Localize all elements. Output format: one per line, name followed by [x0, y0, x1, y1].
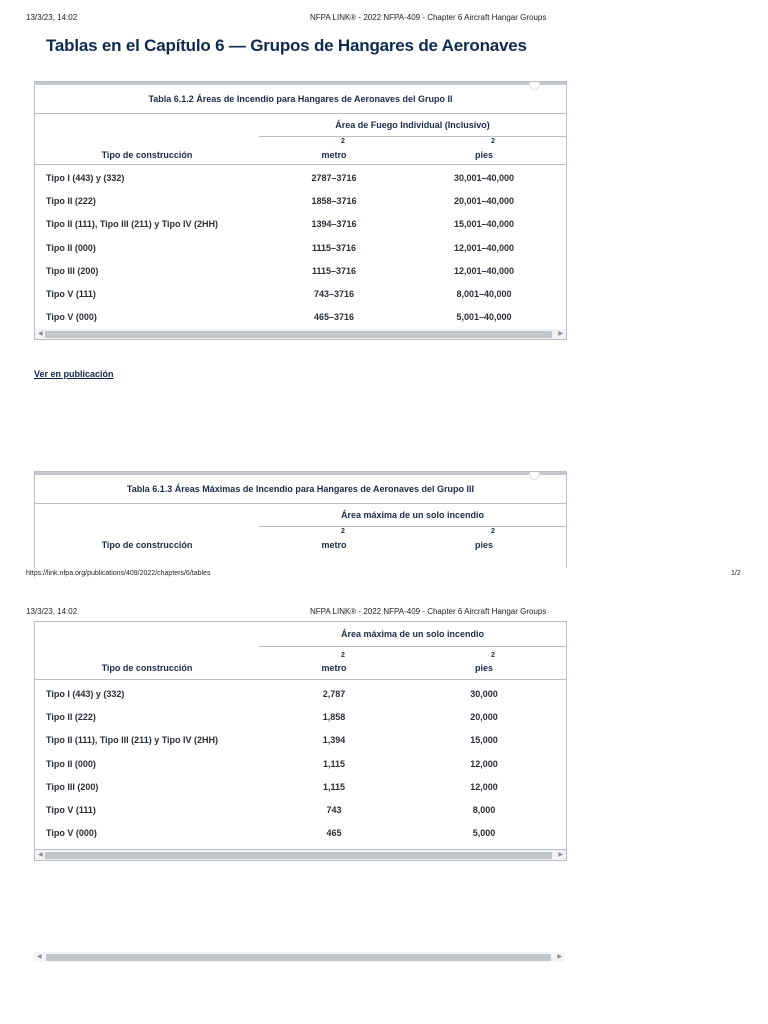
table-row	[35, 753, 566, 776]
cell-metro: 1115–3716	[311, 242, 357, 253]
cell-pies: 12,001–40,000	[453, 265, 515, 276]
cell-type: Tipo II (111), Tipo III (211) y Tipo IV (2HH)	[46, 219, 219, 230]
cell-type: Tipo V (111)	[46, 288, 96, 299]
scroll-thumb[interactable]	[45, 852, 552, 859]
metro-superscript: 2	[341, 528, 345, 535]
column-header-metro: metro	[321, 540, 347, 550]
scroll-right-icon[interactable]: ▶	[558, 331, 563, 338]
horizontal-scrollbar-bottom[interactable]	[34, 952, 565, 962]
column-header-type: Tipo de construcción	[101, 663, 193, 673]
horizontal-scrollbar[interactable]	[35, 850, 566, 860]
cell-metro: 2,787	[322, 689, 346, 699]
view-in-publication-link[interactable]: Ver en publicación	[34, 369, 114, 379]
cell-pies: 15,000	[470, 735, 498, 746]
table-6-1-3-continued	[34, 621, 567, 861]
print-date: 13/3/23, 14:02	[26, 607, 78, 616]
column-header-type: Tipo de construcción	[101, 150, 193, 160]
table-row	[35, 306, 566, 329]
print-header-page-2	[0, 607, 768, 621]
table-row	[35, 237, 566, 260]
table-top-bar	[35, 82, 566, 85]
cell-metro: 1115–3716	[311, 265, 357, 276]
table-row	[35, 706, 566, 729]
cell-type: Tipo III (200)	[46, 265, 99, 276]
horizontal-scrollbar[interactable]	[35, 329, 566, 339]
table-row	[35, 776, 566, 799]
cell-metro: 1394–3716	[311, 219, 357, 230]
cell-pies: 8,000	[472, 804, 496, 815]
print-header	[0, 13, 768, 27]
table-row	[35, 729, 566, 752]
print-footer	[0, 570, 768, 582]
column-header-pies: pies	[474, 150, 493, 160]
cell-metro: 1,115	[322, 758, 346, 769]
print-title: NFPA LINK® - 2022 NFPA-409 - Chapter 6 Aircraft Hangar Groups	[310, 13, 547, 22]
print-title: NFPA LINK® - 2022 NFPA-409 - Chapter 6 Aircraft Hangar Groups	[310, 607, 547, 616]
cell-type: Tipo II (000)	[46, 758, 96, 769]
print-url: https://link.nfpa.org/publications/409/2022/chapters/6/tables	[26, 570, 211, 577]
cell-pies: 30,000	[470, 689, 498, 699]
print-date: 13/3/23, 14:02	[26, 13, 78, 22]
table-caption: Tabla 6.1.3 Áreas Máximas de Incendio para Hangares de Aeronaves del Grupo III	[35, 475, 566, 504]
group-header: Área máxima de un solo incendio	[340, 629, 485, 639]
print-page-number: 1/2	[731, 570, 741, 577]
cell-type: Tipo V (000)	[46, 312, 97, 323]
cell-type: Tipo V (111)	[46, 804, 96, 815]
cell-metro: 1,115	[322, 781, 346, 792]
page-title: Tablas en el Capítulo 6 — Grupos de Hangares de Aeronaves	[46, 36, 527, 55]
column-header-row	[35, 136, 566, 165]
cell-type: Tipo II (222)	[46, 712, 96, 723]
cell-pies: 15,001–40,000	[453, 219, 515, 230]
table-row	[35, 799, 566, 822]
scroll-left-icon[interactable]: ◀	[38, 852, 43, 859]
column-header-pies: pies	[474, 540, 493, 550]
table-caption: Tabla 6.1.2 Áreas de Incendio para Hangares de Aeronaves del Grupo II	[35, 85, 566, 114]
cell-metro: 1,858	[322, 712, 346, 723]
table-row	[35, 822, 566, 845]
cell-type: Tipo III (200)	[46, 781, 99, 792]
table-row	[35, 683, 566, 706]
table-6-1-3	[34, 471, 567, 568]
table-6-1-2	[34, 81, 567, 340]
scroll-thumb[interactable]	[46, 954, 551, 961]
cell-pies: 5,001–40,000	[456, 312, 512, 323]
table-row	[35, 260, 566, 283]
cell-pies: 12,000	[470, 758, 498, 769]
cell-type: Tipo I (443) y (332)	[46, 689, 125, 699]
column-header-metro: metro	[321, 150, 347, 160]
scroll-right-icon[interactable]: ▶	[558, 852, 563, 859]
column-header-row	[35, 646, 566, 680]
scroll-left-icon[interactable]: ◀	[38, 331, 43, 338]
group-header: Área máxima de un solo incendio	[340, 510, 485, 520]
metro-superscript: 2	[341, 652, 345, 659]
cell-metro: 465–3716	[313, 312, 355, 323]
scroll-left-icon[interactable]: ◀	[37, 954, 42, 960]
group-header-row	[35, 114, 566, 136]
pies-superscript: 2	[491, 528, 495, 535]
cell-pies: 12,000	[470, 781, 498, 792]
cell-type: Tipo II (222)	[46, 196, 96, 207]
cell-pies: 20,001–40,000	[453, 196, 515, 207]
cell-pies: 5,000	[472, 828, 496, 839]
group-header: Área de Fuego Individual (Inclusivo)	[335, 120, 490, 130]
scroll-thumb[interactable]	[45, 331, 552, 338]
cell-pies: 30,001–40,000	[453, 173, 515, 183]
cell-pies: 12,001–40,000	[453, 242, 515, 253]
cell-metro: 743	[326, 804, 342, 815]
cell-type: Tipo II (111), Tipo III (211) y Tipo IV (2HH)	[46, 735, 219, 746]
cell-type: Tipo V (000)	[46, 828, 97, 839]
column-header-metro: metro	[321, 663, 347, 673]
cell-type: Tipo II (000)	[46, 242, 96, 253]
cell-type: Tipo I (443) y (332)	[46, 173, 125, 183]
cell-pies: 20,000	[470, 712, 498, 723]
column-header-type: Tipo de construcción	[101, 540, 193, 550]
cell-metro: 465	[326, 828, 342, 839]
group-header-row	[35, 622, 566, 646]
group-header-row	[35, 504, 566, 526]
cell-metro: 1858–3716	[311, 196, 357, 207]
pies-superscript: 2	[491, 652, 495, 659]
table-body	[35, 680, 566, 850]
column-header-pies: pies	[474, 663, 493, 673]
table-top-bar	[35, 472, 566, 475]
cell-metro: 1,394	[322, 735, 346, 746]
table-row	[35, 213, 566, 236]
metro-superscript: 2	[341, 138, 345, 145]
table-row	[35, 167, 566, 190]
pies-superscript: 2	[491, 138, 495, 145]
table-row	[35, 283, 566, 306]
cell-pies: 8,001–40,000	[456, 288, 512, 299]
table-row	[35, 190, 566, 213]
column-header-row	[35, 526, 566, 554]
cell-metro: 743–3716	[313, 288, 355, 299]
scroll-right-icon[interactable]: ▶	[557, 954, 562, 960]
table-body	[35, 165, 566, 329]
cell-metro: 2787–3716	[311, 173, 357, 183]
